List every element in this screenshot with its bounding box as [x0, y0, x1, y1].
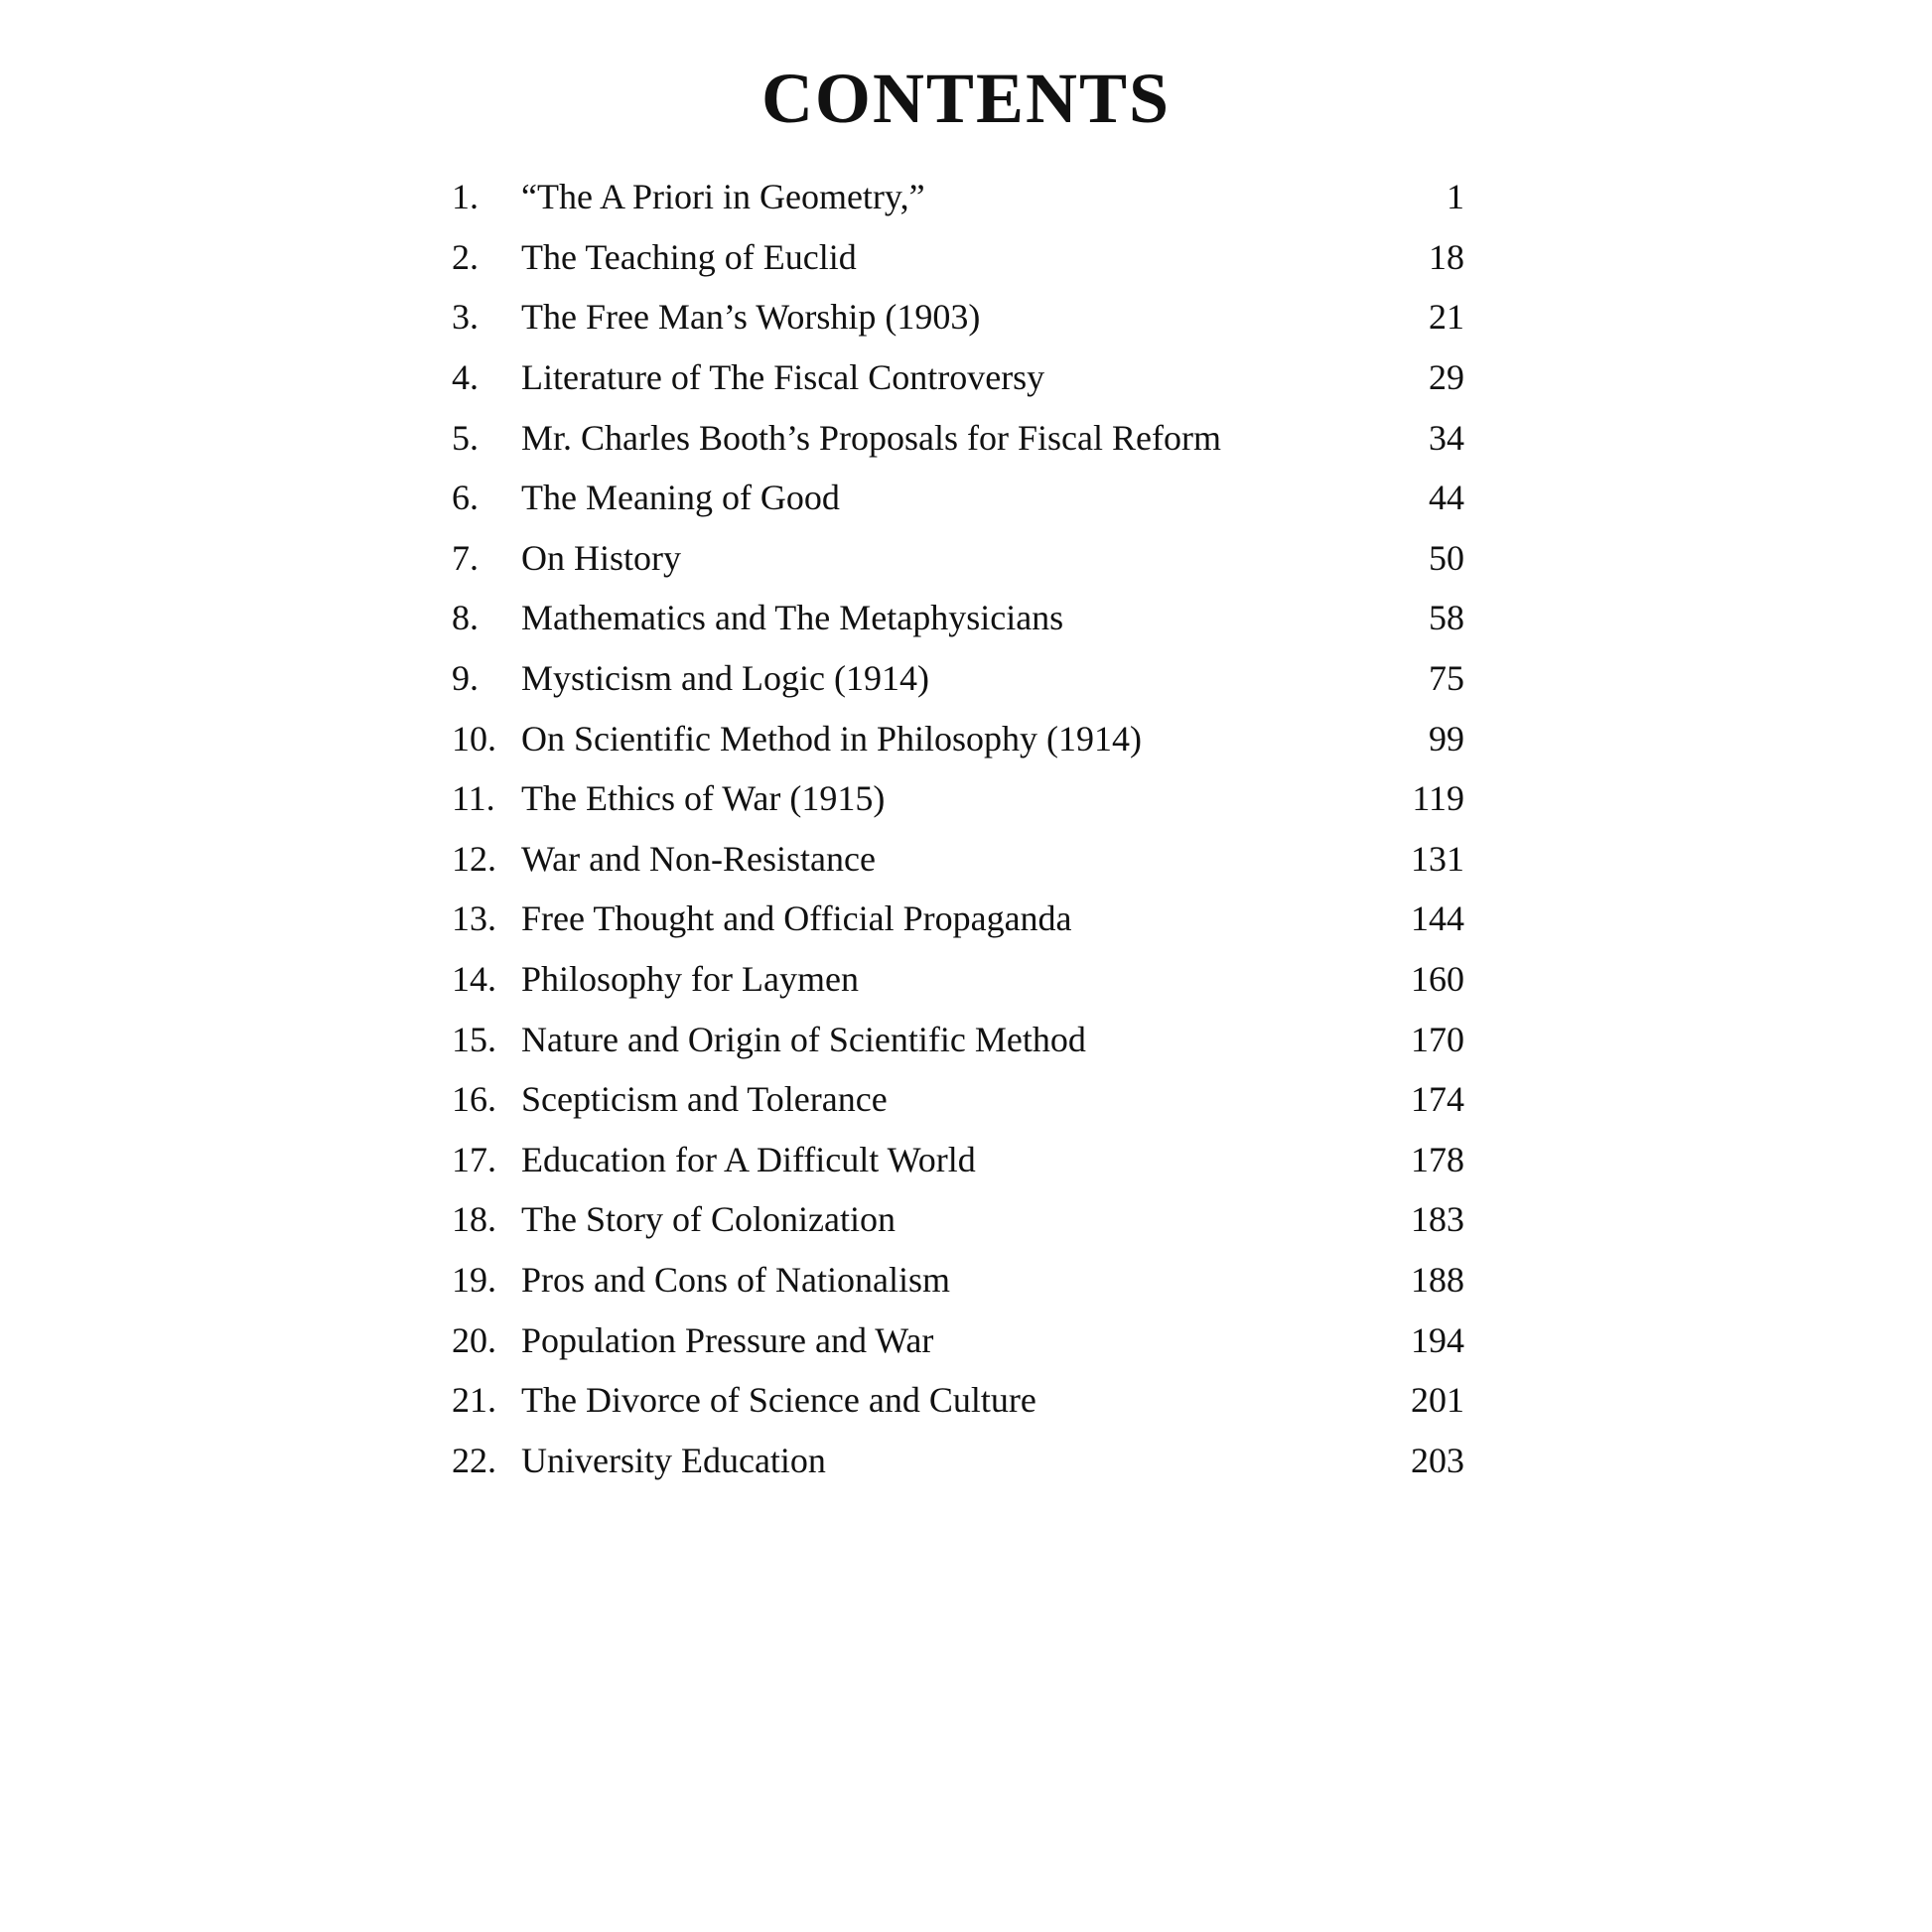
- toc-entry-title: Mr. Charles Booth’s Proposals for Fiscal Reform: [521, 417, 1221, 458]
- toc-entry-page: 99: [1429, 718, 1464, 759]
- toc-entry-page: 131: [1411, 838, 1464, 879]
- toc-entry-number: 19.: [452, 1259, 496, 1300]
- toc-entry-page: 34: [1429, 417, 1464, 458]
- toc-entry-page: 119: [1412, 778, 1464, 819]
- toc-entry-title: “The A Priori in Geometry,”: [521, 177, 925, 217]
- toc-row: [452, 1370, 1464, 1431]
- toc-entry-page: 144: [1411, 898, 1464, 939]
- toc-entry-page: 201: [1411, 1380, 1464, 1421]
- toc-entry-page: 18: [1429, 236, 1464, 277]
- toc-entry-title: The Teaching of Euclid: [521, 236, 857, 277]
- toc-row: [452, 347, 1464, 408]
- toc-entry-title: Pros and Cons of Nationalism: [521, 1259, 950, 1300]
- toc-row: [452, 287, 1464, 347]
- toc-entry-number: 6.: [452, 478, 479, 518]
- toc-entry-title: On Scientific Method in Philosophy (1914): [521, 718, 1142, 759]
- toc-entry-number: 9.: [452, 658, 479, 699]
- toc-entry-page: 21: [1429, 297, 1464, 338]
- toc-entry-page: 160: [1411, 959, 1464, 1000]
- toc-entry-number: 3.: [452, 297, 479, 338]
- toc-entry-number: 8.: [452, 598, 479, 638]
- toc-row: [452, 889, 1464, 949]
- toc-entry-number: 21.: [452, 1380, 496, 1421]
- toc-entry-title: Literature of The Fiscal Controversy: [521, 357, 1045, 398]
- toc-entry-page: 188: [1411, 1259, 1464, 1300]
- toc-entry-number: 10.: [452, 718, 496, 759]
- toc-entry-number: 2.: [452, 236, 479, 277]
- toc-entry-number: 17.: [452, 1139, 496, 1179]
- toc-entry-number: 14.: [452, 959, 496, 1000]
- toc-entry-page: 58: [1429, 598, 1464, 638]
- toc-entry-page: 194: [1411, 1319, 1464, 1360]
- toc-entry-title: Free Thought and Official Propaganda: [521, 898, 1072, 939]
- toc-entry-number: 22.: [452, 1440, 496, 1480]
- toc-entry-title: Scepticism and Tolerance: [521, 1079, 888, 1120]
- toc-entry-number: 16.: [452, 1079, 496, 1120]
- toc-entry-page: 183: [1411, 1199, 1464, 1240]
- toc-entry-title: University Education: [521, 1440, 826, 1480]
- toc-entry-number: 11.: [452, 778, 495, 819]
- toc-row: [452, 768, 1464, 829]
- toc-row: [452, 1069, 1464, 1130]
- toc-row: [452, 407, 1464, 468]
- toc-row: [452, 949, 1464, 1010]
- toc-row: [452, 468, 1464, 528]
- toc-row: [452, 1310, 1464, 1370]
- toc-list: [452, 167, 1464, 1490]
- toc-row: [452, 167, 1464, 227]
- toc-entry-title: On History: [521, 537, 681, 578]
- toc-row: [452, 1189, 1464, 1250]
- toc-entry-number: 5.: [452, 417, 479, 458]
- toc-row: [452, 708, 1464, 768]
- toc-entry-page: 29: [1429, 357, 1464, 398]
- toc-entry-page: 174: [1411, 1079, 1464, 1120]
- toc-entry-number: 15.: [452, 1019, 496, 1059]
- toc-row: [452, 227, 1464, 288]
- toc-entry-number: 20.: [452, 1319, 496, 1360]
- toc-entry-title: The Free Man’s Worship (1903): [521, 297, 981, 338]
- toc-row: [452, 1009, 1464, 1069]
- toc-entry-number: 18.: [452, 1199, 496, 1240]
- toc-entry-title: The Meaning of Good: [521, 478, 840, 518]
- toc-entry-title: The Story of Colonization: [521, 1199, 896, 1240]
- toc-row: [452, 648, 1464, 709]
- toc-row: [452, 528, 1464, 589]
- toc-entry-title: Mysticism and Logic (1914): [521, 658, 929, 699]
- toc-entry-page: 1: [1447, 177, 1464, 217]
- toc-entry-title: Education for A Difficult World: [521, 1139, 976, 1179]
- toc-entry-page: 170: [1411, 1019, 1464, 1059]
- toc-entry-title: Population Pressure and War: [521, 1319, 934, 1360]
- toc-entry-number: 12.: [452, 838, 496, 879]
- toc-row: [452, 588, 1464, 648]
- toc-entry-number: 13.: [452, 898, 496, 939]
- toc-entry-title: War and Non-Resistance: [521, 838, 876, 879]
- toc-row: [452, 1130, 1464, 1190]
- toc-entry-title: The Ethics of War (1915): [521, 778, 886, 819]
- toc-entry-page: 50: [1429, 537, 1464, 578]
- toc-entry-page: 178: [1411, 1139, 1464, 1179]
- toc-row: [452, 829, 1464, 890]
- toc-entry-title: The Divorce of Science and Culture: [521, 1380, 1036, 1421]
- toc-entry-title: Mathematics and The Metaphysicians: [521, 598, 1064, 638]
- page-title: CONTENTS: [760, 59, 1172, 138]
- toc-entry-title: Philosophy for Laymen: [521, 959, 859, 1000]
- toc-row: [452, 1430, 1464, 1490]
- toc-entry-title: Nature and Origin of Scientific Method: [521, 1019, 1086, 1059]
- toc-entry-number: 1.: [452, 177, 479, 217]
- toc-entry-page: 44: [1429, 478, 1464, 518]
- toc-entry-number: 4.: [452, 357, 479, 398]
- toc-entry-page: 203: [1411, 1440, 1464, 1480]
- toc-entry-number: 7.: [452, 537, 479, 578]
- toc-row: [452, 1250, 1464, 1311]
- toc-entry-page: 75: [1429, 658, 1464, 699]
